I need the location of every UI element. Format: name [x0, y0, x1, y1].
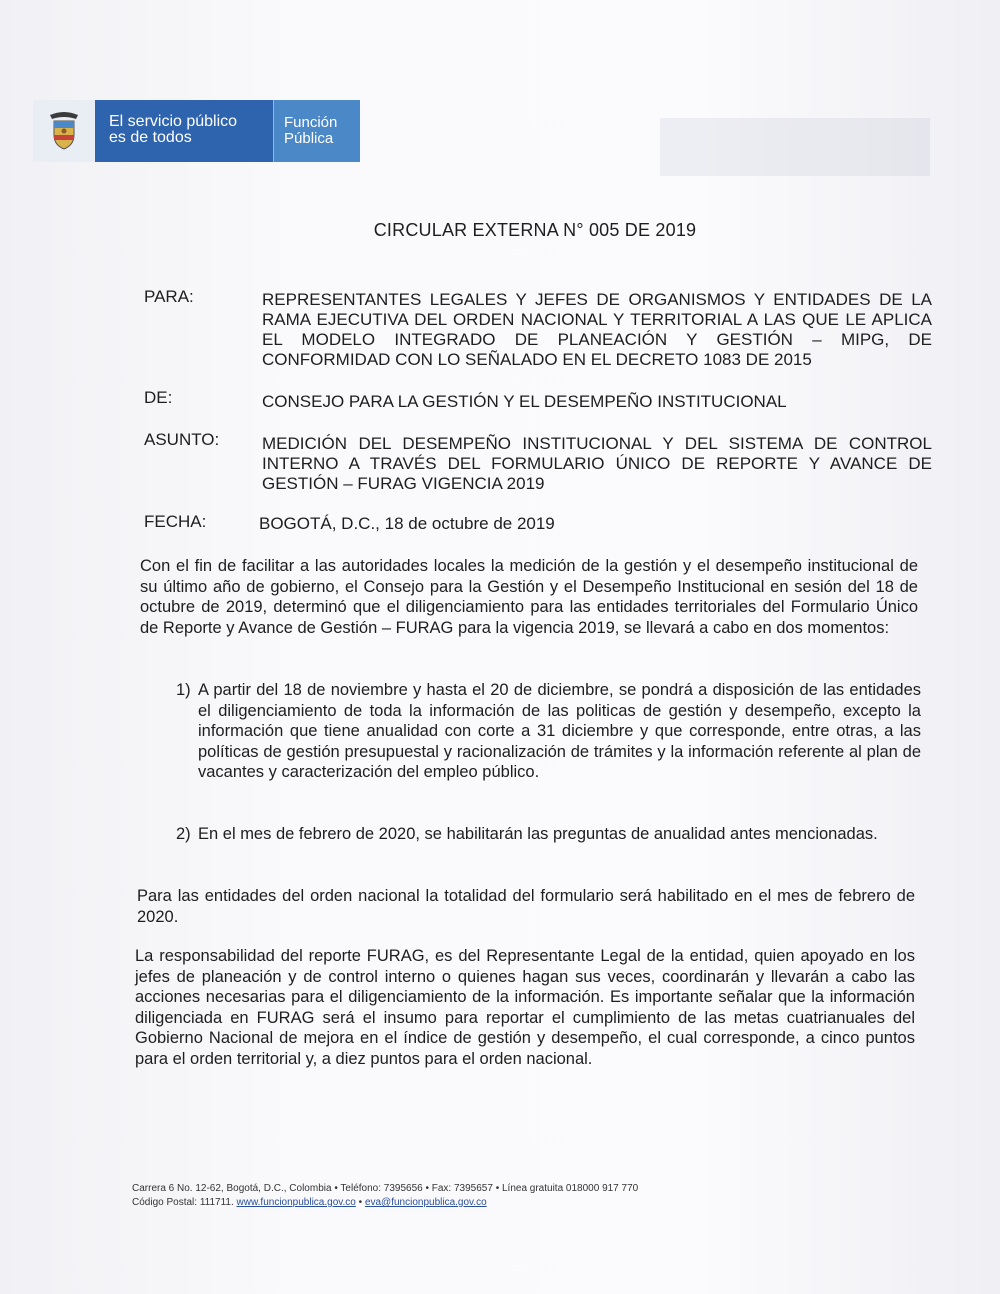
footer-postal: Código Postal: 111711.: [132, 1197, 234, 1208]
asunto-label: ASUNTO:: [144, 430, 220, 449]
slogan-block: [95, 100, 273, 162]
list-item-number: 1): [176, 681, 191, 699]
list-item-text: En el mes de febrero de 2020, se habilitarán las preguntas de anualidad antes mencionadas.: [198, 825, 878, 843]
nacional-paragraph: Para las entidades del orden nacional la totalidad del formulario será habilitado en el mes de febrero de 2020.: [137, 887, 915, 926]
list-item-number: 2): [176, 825, 191, 843]
fecha-label: FECHA:: [144, 512, 207, 531]
slogan-line: es de todos: [109, 129, 192, 146]
list-item: [176, 680, 921, 783]
document-title: CIRCULAR EXTERNA N° 005 DE 2019: [373, 220, 697, 240]
fecha-value: BOGOTÁ, D.C., 18 de octubre de 2019: [259, 514, 555, 533]
list-item-text: A partir del 18 de noviembre y hasta el 20 de diciembre, se pondrá a disposición de las entidades el diligenciamiento de toda la información de las politicas de gestión y desempeño, excepto la información que tiene anualidad con corte a 31 diciembre y que corresponde, entre otras, a las políticas de gestión presupuestal y racionalización de trámites y la información referente al plan de vacantes y caracterización del empleo público.: [198, 681, 921, 781]
slogan-line: El servicio público: [109, 113, 238, 130]
entity-line: Función: [284, 114, 338, 131]
letterhead: [33, 100, 360, 162]
bleed-through-band: [660, 118, 930, 176]
intro-paragraph: Con el fin de facilitar a las autoridades locales la medición de la gestión y el desempeño institucional de su último año de gobierno, el Consejo para la Gestión y el Desempeño Institucional en sesión del 18 de octubre de 2019, determinó que el diligenciamiento para las entidades territoriales del Formulario Único de Reporte y Avance de Gestión – FURAG para la vigencia 2019, se llevará a cabo en dos momentos:: [140, 557, 918, 637]
footer-website-link[interactable]: www.funcionpublica.gov.co: [236, 1197, 356, 1208]
responsabilidad-paragraph: La responsabilidad del reporte FURAG, es del Representante Legal de la entidad, quien apoyado en los jefes de planeación y de control interno o quienes hagan sus veces, coordinarán y llevarán a cabo las acciones necesarias para el diligenciamiento de la información. Es importante señalar que la información diligenciada en FURAG será el insumo para reportar el cumplimiento de las metas cuatrianuales del Gobierno Nacional de mejora en el índice de gestión y desempeño, el cual corresponde, a cinco puntos para el orden territorial y, a diez puntos para el orden nacional.: [135, 947, 915, 1068]
footer-email-link[interactable]: eva@funcionpublica.gov.co: [364, 1197, 487, 1208]
para-value: REPRESENTANTES LEGALES Y JEFES DE ORGANISMOS Y ENTIDADES DE LA RAMA EJECUTIVA DEL ORDEN NACIONAL Y TERRITORIAL A LAS QUE LE APLICA EL MODELO INTEGRADO DE PLANEACIÓN Y GESTIÓN – MIPG, DE CONFORMIDAD CON LO SEÑALADO EN EL DECRETO 1083 DE 2015: [262, 290, 932, 369]
de-label: DE:: [144, 388, 173, 407]
entity-line: Pública: [284, 130, 334, 147]
footer-address: Carrera 6 No. 12-62, Bogotá, D.C., Colombia • Teléfono: 7395656 • Fax: 7395657 • Línea gratuita 018000 917 770: [132, 1183, 639, 1194]
footer-separator: •: [358, 1197, 363, 1208]
footer-line2: [132, 1196, 638, 1210]
entity-logo-text: [273, 100, 360, 162]
footer-contact: [132, 1182, 638, 1210]
para-label: PARA:: [144, 287, 194, 306]
asunto-value: MEDICIÓN DEL DESEMPEÑO INSTITUCIONAL Y DEL SISTEMA DE CONTROL INTERNO A TRAVÉS DEL FORMULARIO ÚNICO DE REPORTE Y AVANCE DE GESTIÓN – FURAG VIGENCIA 2019: [262, 434, 932, 493]
coat-of-arms-icon: [33, 100, 95, 162]
de-value: CONSEJO PARA LA GESTIÓN Y EL DESEMPEÑO INSTITUCIONAL: [262, 392, 787, 411]
list-item: [176, 824, 921, 845]
